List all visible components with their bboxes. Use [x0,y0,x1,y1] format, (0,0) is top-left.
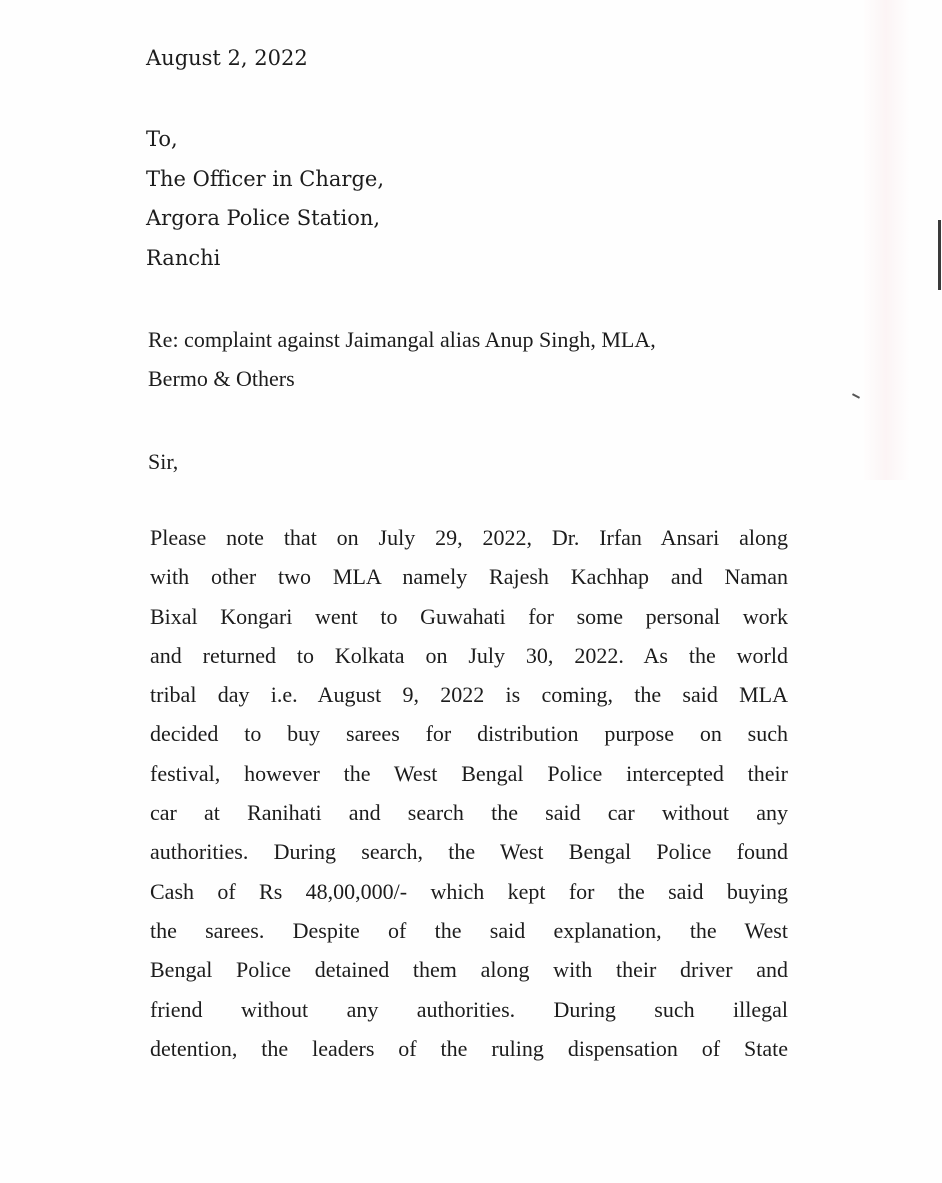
subject-text: Bermo & Others [148,366,295,391]
body-line: Bengal Police detained them along with their driver and [150,957,788,983]
body-line: Bixal Kongari went to Guwahati for some personal work [150,603,788,629]
paper-stain [862,0,910,480]
recipient-line: To, [146,127,178,151]
body-line: tribal day i.e. August 9, 2022 is coming, the said MLA [150,682,788,708]
recipient-line: The Officer in Charge, [146,166,385,191]
subject-line [148,320,656,398]
body-line: the sarees. Despite of the said explanation, the West [150,917,788,943]
body-paragraph [150,518,788,1068]
salutation: Sir, [148,449,179,474]
body-line: with other two MLA namely Rajesh Kachhap and Naman [150,564,788,590]
body-line: authorities. During search, the West Bengal Police found [150,839,788,865]
body-line: Please note that on July 29, 2022, Dr. Irfan Ansari along [150,525,788,550]
body-line: Cash of Rs 48,00,000/- which kept for the said buying [150,878,788,904]
body-line: friend without any authorities. During such illegal [150,996,788,1022]
recipient-line: Ranchi [146,245,221,270]
body-line: festival, however the West Bengal Police intercepted their [150,760,788,786]
body-line: detention, the leaders of the ruling dispensation of State [150,1035,788,1061]
letter-date: August 2, 2022 [146,46,308,70]
recipient-address [146,120,384,278]
body-line: car at Ranihati and search the said car without any [150,800,788,826]
page-edge-mark [938,220,941,290]
body-line: and returned to Kolkata on July 30, 2022. As the world [150,642,788,668]
ink-speck [852,393,860,399]
body-line: decided to buy sarees for distribution purpose on such [150,721,788,747]
recipient-line: Argora Police Station, [146,206,381,230]
subject-text: Re: complaint against Jaimangal alias Anup Singh, MLA, [148,327,656,352]
